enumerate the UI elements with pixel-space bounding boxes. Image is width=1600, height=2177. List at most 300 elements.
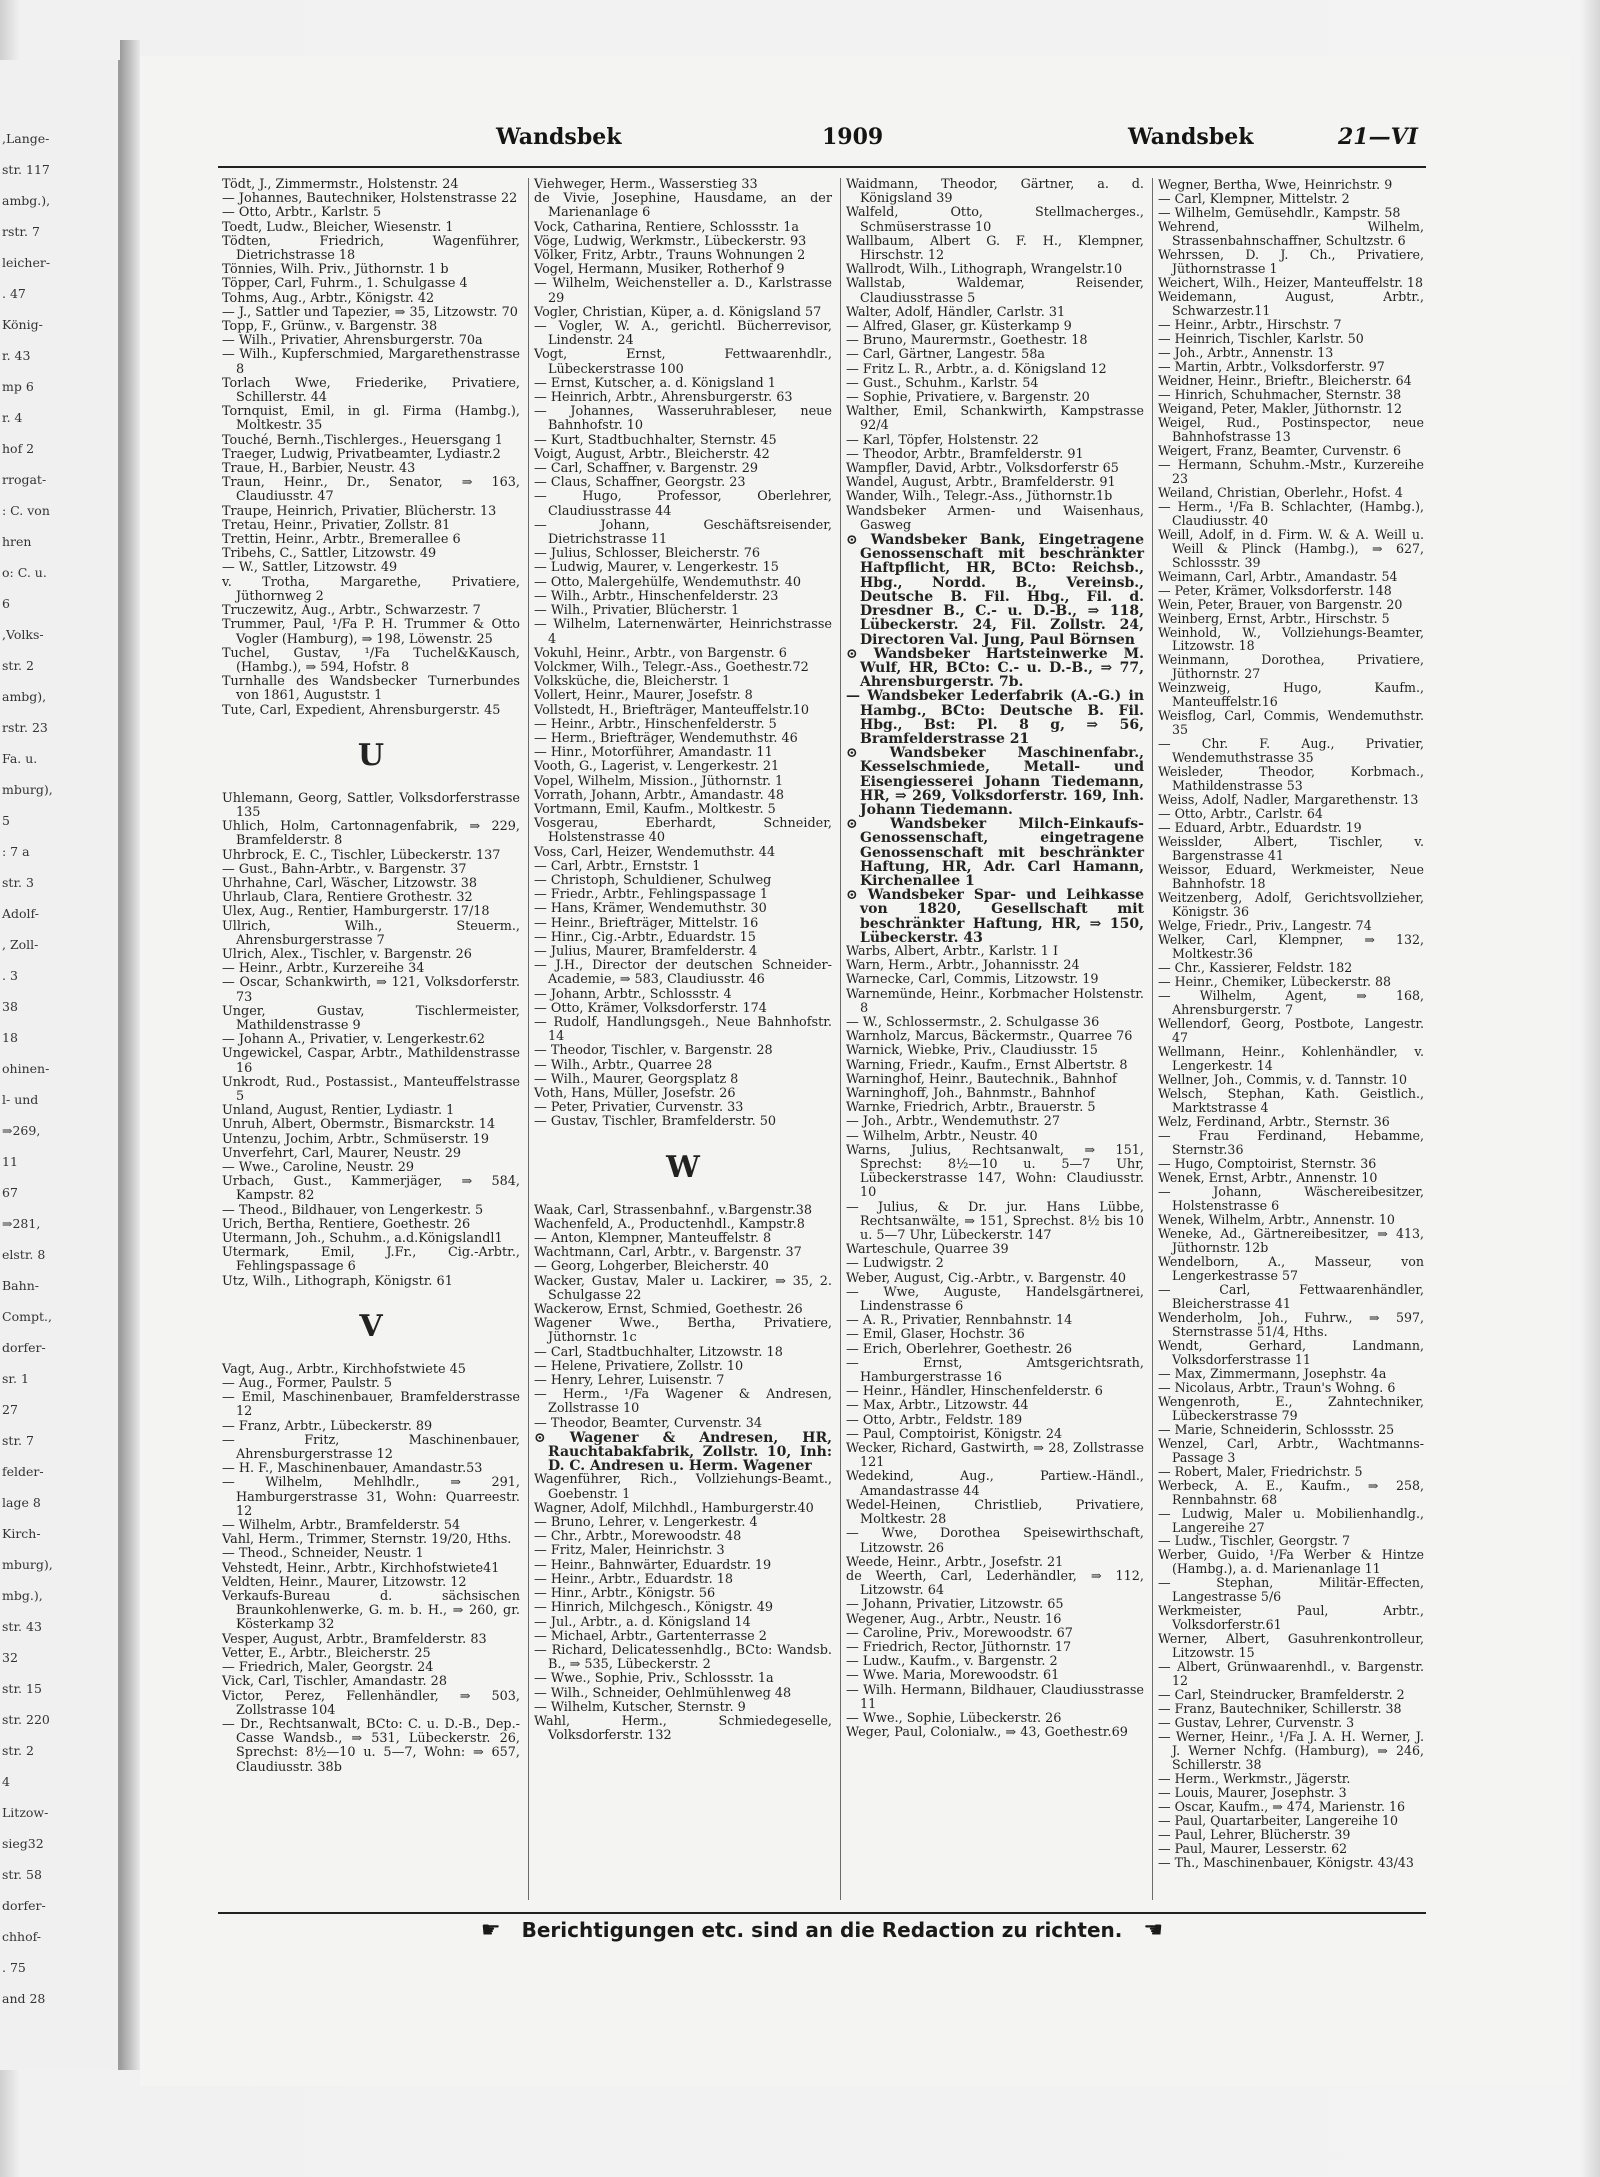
directory-entry: Turnhalle des Wandsbecker Turnerbundes von 1861, Auguststr. 1	[222, 674, 520, 704]
directory-entry: Wenek, Wilhelm, Arbtr., Annenstr. 10	[1158, 1211, 1395, 1227]
directory-entry: — Hinr., Cig.-Arbtr., Eduardstr. 15	[534, 929, 756, 945]
directory-entry: — Peter, Privatier, Curvenstr. 33	[534, 1100, 744, 1116]
directory-entry: — Wilh., Arbtr., Quarree 28	[534, 1057, 713, 1073]
directory-entry: Tödten, Friedrich, Wagenführer, Dietrichstrasse 18	[222, 233, 520, 264]
directory-entry: Warnemünde, Heinr., Korbmacher Holstenstr. 8	[846, 986, 1144, 1016]
directory-entry: — Oscar, Schankwirth, ⇒ 121, Volksdorferstr. 73	[222, 975, 520, 1005]
directory-entry: Ullrich, Wilh., Steuerm., Ahrensburgerstrasse 7	[222, 918, 520, 948]
directory-entry: — Peter, Krämer, Volksdorferstr. 148	[1158, 582, 1392, 598]
directory-entry: Volksküche, die, Bleicherstr. 1	[534, 674, 731, 690]
adjacent-page-fragment: Kirch-	[2, 1526, 41, 1541]
directory-entry: Wenderholm, Joh., Fuhrw., ⇒ 597, Sternstrasse 51/4, Hths.	[1158, 1309, 1424, 1339]
directory-entry: — Wwe, Auguste, Handelsgärtnerei, Lindenstrasse 6	[846, 1284, 1144, 1315]
directory-entry: — Emil, Glaser, Hochstr. 36	[846, 1327, 1025, 1343]
adjacent-page-fragment: dorfer-	[2, 1898, 46, 1913]
directory-entry: Weisslder, Albert, Tischler, v. Bargenstrasse 41	[1158, 834, 1424, 864]
adjacent-page-fragment: r. 4	[2, 410, 23, 425]
directory-entry: — Wilh., Arbtr., Hinschenfelderstr. 23	[534, 588, 779, 604]
directory-entry: Wahl, Herm., Schmiedegeselle, Volksdorferstr. 132	[534, 1713, 832, 1744]
column-divider-1	[528, 178, 529, 1900]
directory-entry: Uhrhahne, Carl, Wäscher, Litzowstr. 38	[222, 875, 478, 891]
adjacent-page-fragment: l- und	[2, 1092, 39, 1107]
directory-entry: Welz, Ferdinand, Arbtr., Sternstr. 36	[1158, 1113, 1390, 1129]
directory-entry: — Paul, Comptoirist, Königstr. 24	[846, 1426, 1063, 1442]
directory-entry: — Ludw., Tischler, Georgstr. 7	[1158, 1533, 1350, 1549]
directory-entry: Wagenführer, Rich., Vollziehungs-Beamt., Goebenstr. 1	[534, 1472, 832, 1502]
directory-entry: — Hinrich, Milchgesch., Königstr. 49	[534, 1600, 774, 1616]
directory-entry: Vollert, Heinr., Maurer, Josefstr. 8	[534, 688, 753, 704]
directory-entry: Wecker, Richard, Gastwirth, ⇒ 28, Zollstrasse 121	[846, 1441, 1144, 1471]
header-right-title: Wandsbek	[1128, 124, 1254, 150]
adjacent-page-fragment: . 75	[2, 1960, 26, 1975]
footer-rule	[218, 1912, 1426, 1914]
adjacent-page-fragment: rrogat-	[2, 472, 47, 487]
directory-entry: Urbach, Gust., Kammerjäger, ⇒ 584, Kampstr. 82	[222, 1174, 520, 1204]
directory-entry: — Karl, Töpfer, Holstenstr. 22	[846, 432, 1039, 448]
directory-entry: — Alfred, Glaser, gr. Küsterkamp 9	[846, 319, 1072, 335]
directory-entry: — Sophie, Privatiere, v. Bargenstr. 20	[846, 390, 1090, 406]
directory-entry: Traeger, Ludwig, Privatbeamter, Lydiastr.2	[222, 446, 501, 462]
directory-entry: Wendt, Gerhard, Landmann, Volksdorferstrasse 11	[1158, 1337, 1424, 1367]
directory-entry: Vosgerau, Eberhardt, Schneider, Holstenstrasse 40	[534, 816, 832, 846]
adjacent-page-fragment: leicher-	[2, 255, 51, 270]
directory-entry: — Hinr., Arbtr., Königstr. 56	[534, 1586, 716, 1602]
directory-entry: Weede, Heinr., Arbtr., Josefstr. 21	[846, 1554, 1064, 1570]
directory-entry: Weigand, Peter, Makler, Jüthornstr. 12	[1158, 400, 1403, 416]
directory-entry: Wegener, Aug., Arbtr., Neustr. 16	[846, 1611, 1062, 1627]
directory-entry: — Hermann, Schuhm.-Mstr., Kurzereihe 23	[1158, 456, 1424, 486]
directory-entry: — Carl, Schaffner, v. Bargenstr. 29	[534, 461, 759, 477]
section-letter: V	[359, 1308, 383, 1344]
directory-entry: — Dr., Rechtsanwalt, BCto: C. u. D.-B., Dep.-Casse Wandsb., ⇒ 531, Lübeckerstr. 26, Sprechst: 8½—10 u. 5—7, Wohn: ⇒ 657, Claudiusstr. 38b	[222, 1716, 520, 1775]
directory-entry: — Johann A., Privatier, v. Lengerkestr.62	[222, 1032, 486, 1048]
adjacent-page-fragment: str. 58	[2, 1867, 42, 1882]
directory-entry: Wellner, Joh., Commis, v. d. Tannstr. 10	[1158, 1072, 1408, 1087]
directory-entry: Wenzel, Carl, Arbtr., Wachtmanns-Passage 3	[1158, 1435, 1424, 1465]
directory-entry: Vogt, Ernst, Fettwaarenhdlr., Lübeckerstrasse 100	[534, 347, 832, 377]
directory-entry: Vick, Carl, Tischler, Amandastr. 28	[222, 1674, 447, 1690]
directory-entry: — Wilhelm, Mehlhdlr., ⇒ 291, Hamburgerstrasse 31, Wohn: Quarreestr. 12	[222, 1475, 520, 1519]
section-letter: W	[666, 1149, 700, 1185]
directory-entry: — Marie, Schneiderin, Schlossstr. 25	[1158, 1421, 1395, 1437]
directory-entry: — Otto, Arbtr., Feldstr. 189	[846, 1412, 1023, 1428]
directory-entry: Wander, Wilh., Telegr.-Ass., Jüthornstr.1b	[846, 489, 1113, 505]
directory-entry: — Bruno, Lehrer, v. Lengerkestr. 4	[534, 1515, 758, 1531]
directory-entry: — Herm., ¹/Fa B. Schlachter, (Hambg.), Claudiusstr. 40	[1158, 498, 1424, 528]
directory-entry: — Vogler, W. A., gerichtl. Bücherrevisor, Lindenstr. 24	[534, 319, 832, 349]
column-1	[222, 178, 520, 1775]
adjacent-page-fragment: sr. 1	[2, 1371, 29, 1386]
directory-entry: de Vivie, Josephine, Hausdame, an der Marienanlage 6	[534, 191, 832, 221]
directory-entry: — Heinr., Arbtr., Eduardstr. 18	[534, 1571, 734, 1587]
directory-entry: — Johann, Privatier, Litzowstr. 65	[846, 1597, 1064, 1613]
directory-entry: Vokuhl, Heinr., Arbtr., von Bargenstr. 6	[534, 645, 787, 661]
directory-entry: Touché, Bernh.,Tischlerges., Heuersgang 1	[222, 432, 503, 448]
directory-entry: — Johann, Arbtr., Schlossstr. 4	[534, 986, 732, 1002]
directory-entry: Torlach Wwe, Friederike, Privatiere, Schillerstr. 44	[222, 375, 520, 406]
directory-entry: Tute, Carl, Expedient, Ahrensburgerstr. 45	[222, 702, 501, 718]
directory-entry: — Nicolaus, Arbtr., Traun's Wohng. 6	[1158, 1379, 1396, 1395]
directory-entry: — Herm., Werkmstr., Jägerstr.	[1158, 1771, 1351, 1787]
directory-entry: Weinberg, Ernst, Arbtr., Hirschstr. 5	[1158, 610, 1390, 626]
directory-entry: Unruh, Albert, Obermstr., Bismarckstr. 14	[222, 1117, 496, 1133]
directory-entry: — Johann, Wäschereibesitzer, Holstenstrasse 6	[1158, 1183, 1424, 1213]
directory-entry: — Wilhelm, Kutscher, Sternstr. 9	[534, 1699, 746, 1715]
directory-entry: — Theodor, Tischler, v. Bargenstr. 28	[534, 1043, 773, 1059]
directory-entry: Voth, Hans, Müller, Josefstr. 26	[534, 1086, 736, 1101]
directory-entry: Wacker, Gustav, Maler u. Lackirer, ⇒ 35, 2. Schulgasse 22	[534, 1273, 832, 1303]
directory-entry: Unger, Gustav, Tischlermeister, Mathildenstrasse 9	[222, 1003, 520, 1033]
directory-entry: — Otto, Arbtr., Carlstr. 64	[1158, 806, 1323, 822]
adjacent-page-fragment: str. 3	[2, 875, 34, 890]
directory-entry: Viehweger, Herm., Wasserstieg 33	[534, 177, 758, 192]
directory-entry: — Jul., Arbtr., a. d. Königsland 14	[534, 1614, 751, 1630]
directory-entry: Wegner, Bertha, Wwe, Heinrichstr. 9	[1158, 177, 1393, 192]
adjacent-page-fragment: , Zoll-	[2, 937, 39, 952]
directory-entry: Warning, Friedr., Kaufm., Ernst Albertstr. 8	[846, 1057, 1128, 1073]
directory-entry: Vetter, E., Arbtr., Bleicherstr. 25	[222, 1645, 431, 1661]
directory-entry: — Max, Arbtr., Litzowstr. 44	[846, 1398, 1029, 1414]
directory-entry: Warninghoff, Joh., Bahnmstr., Bahnhof	[846, 1086, 1096, 1101]
directory-entry: — Wilh., Maurer, Georgsplatz 8	[534, 1071, 739, 1087]
directory-entry: — Kurt, Stadtbuchhalter, Sternstr. 45	[534, 432, 777, 448]
adjacent-page-fragment: hof 2	[2, 441, 35, 456]
directory-entry: — Ernst, Kutscher, a. d. Königsland 1	[534, 375, 776, 391]
directory-entry: Vesper, August, Arbtr., Bramfelderstr. 83	[222, 1631, 487, 1647]
directory-entry: — Wilh. Hermann, Bildhauer, Claudiusstrasse 11	[846, 1682, 1144, 1712]
adjacent-page-fragment: mburg),	[2, 1557, 53, 1572]
firm-entry: ⊙ Wandsbeker Maschinenfabr., Kesselschmiede, Metall- und Eisengiesserei Johann Tiedemann, HR, ⇒ 269, Volksdorferstr. 169, Inh. Johann Tiedemann.	[846, 745, 1144, 818]
directory-entry: — Heinr., Arbtr., Hinschenfelderstr. 5	[534, 716, 777, 732]
directory-entry: — Julius, & Dr. jur. Hans Lübbe, Rechtsanwälte, ⇒ 151, Sprechst. 8½ bis 10 u. 5—7 Uhr, Lübeckerstr. 147	[846, 1199, 1144, 1244]
directory-entry: Werkmeister, Paul, Arbtr., Volksdorferstr.61	[1158, 1603, 1424, 1633]
directory-entry: — Oscar, Kaufm., ⇒ 474, Marienstr. 16	[1158, 1799, 1406, 1815]
directory-entry: — Wwe. Maria, Morewoodstr. 61	[846, 1668, 1060, 1684]
adjacent-page-fragment: . 3	[2, 968, 18, 983]
directory-entry: Weimann, Carl, Arbtr., Amandastr. 54	[1158, 568, 1398, 584]
directory-entry: — Franz, Arbtr., Lübeckerstr. 89	[222, 1418, 433, 1434]
directory-entry: Trummer, Paul, ¹/Fa P. H. Trummer & Otto Vogler (Hamburg), ⇒ 198, Löwenstr. 25	[222, 617, 520, 647]
adjacent-page-fragment: Adolf-	[2, 906, 39, 921]
directory-entry: Warnke, Friedrich, Arbtr., Brauerstr. 5	[846, 1100, 1096, 1116]
directory-entry: Wallrodt, Wilh., Lithograph, Wrangelstr.10	[846, 262, 1123, 278]
directory-entry: — Gust., Bahn-Arbtr., v. Bargenstr. 37	[222, 861, 467, 877]
directory-entry: — Wilhelm, Agent, ⇒ 168, Ahrensburgerstr. 7	[1158, 988, 1424, 1018]
directory-entry: — Wilhelm, Arbtr., Bramfelderstr. 54	[222, 1518, 461, 1534]
adjacent-page-fragment: dorfer-	[2, 1340, 46, 1355]
directory-entry: — Otto, Arbtr., Karlstr. 5	[222, 205, 382, 221]
adjacent-page-fragment: ,Volks-	[2, 627, 44, 642]
directory-entry: — Frau Ferdinand, Hebamme, Sternstr.36	[1158, 1127, 1424, 1157]
directory-entry: Traupe, Heinrich, Privatier, Blücherstr. 13	[222, 503, 497, 519]
adjacent-page-fragment: elstr. 8	[2, 1247, 46, 1262]
directory-entry: Wehrend, Wilhelm, Strassenbahnschaffner, Schultzstr. 6	[1158, 218, 1424, 248]
directory-entry: — Fritz, Maler, Heinrichstr. 3	[534, 1543, 725, 1559]
directory-entry: — Johannes, Wasseruhrableser, neue Bahnhofstr. 10	[534, 404, 832, 434]
adjacent-page-fragment: 18	[2, 1030, 18, 1045]
adjacent-page-fragment: mburg),	[2, 782, 53, 797]
directory-entry: — Helene, Privatiere, Zollstr. 10	[534, 1358, 744, 1374]
directory-entry: — Stephan, Militär-Effecten, Langestrasse 5/6	[1158, 1575, 1424, 1605]
directory-entry: — Wilh., Privatier, Ahrensburgerstr. 70a	[222, 333, 483, 349]
directory-entry: Warbs, Albert, Arbtr., Karlstr. 1 I	[846, 943, 1059, 959]
directory-entry: Waak, Carl, Strassenbahnf., v.Bargenstr.38	[534, 1202, 813, 1218]
directory-entry: Weber, August, Cig.-Arbtr., v. Bargenstr. 40	[846, 1270, 1126, 1286]
directory-entry: Traue, H., Barbier, Neustr. 43	[222, 461, 416, 477]
directory-entry: Tohms, Aug., Arbtr., Königstr. 42	[222, 290, 435, 306]
adjacent-page-fragment: mbg.),	[2, 1588, 43, 1603]
directory-entry: — Martin, Arbtr., Volksdorferstr. 97	[1158, 358, 1385, 374]
directory-entry: Vöge, Ludwig, Werkmstr., Lübeckerstr. 93	[534, 233, 807, 249]
directory-entry: — Theod., Schneider, Neustr. 1	[222, 1546, 424, 1562]
directory-entry: — Rudolf, Handlungsgeh., Neue Bahnhofstr. 14	[534, 1014, 832, 1045]
directory-entry: Unkrodt, Rud., Postassist., Manteuffelstrasse 5	[222, 1074, 520, 1104]
directory-entry: — Louis, Maurer, Josephstr. 3	[1158, 1785, 1347, 1801]
directory-entry: — Joh., Arbtr., Annenstr. 13	[1158, 344, 1334, 360]
directory-entry: — Theodor, Arbtr., Bramfelderstr. 91	[846, 446, 1084, 462]
directory-entry: — Ernst, Amtsgerichtsrath, Hamburgerstrasse 16	[846, 1355, 1144, 1386]
directory-entry: Warnick, Wiebke, Priv., Claudiusstr. 15	[846, 1043, 1098, 1059]
adjacent-page-fragment: chhof-	[2, 1929, 42, 1944]
adjacent-page-fragment: 38	[2, 999, 18, 1014]
directory-entry: Wagener Wwe., Bertha, Privatiere, Jüthornstr. 1c	[534, 1316, 832, 1346]
directory-entry: v. Trotha, Margarethe, Privatiere, Jüthornweg 2	[222, 574, 520, 604]
directory-entry: Vehstedt, Heinr., Arbtr., Kirchhofstwiete41	[222, 1560, 500, 1576]
directory-entry: Wampfler, David, Arbtr., Volksdorferstr 65	[846, 461, 1119, 477]
directory-entry: — Johannes, Bautechniker, Holstenstrasse 22	[222, 191, 518, 207]
directory-entry: de Weerth, Carl, Lederhändler, ⇒ 112, Litzowstr. 64	[846, 1568, 1144, 1599]
directory-entry: — J.H., Director der deutschen Schneider-Academie, ⇒ 583, Claudiusstr. 46	[534, 958, 832, 988]
directory-entry: — Wilhelm, Laternenwärter, Heinrichstrasse 4	[534, 617, 832, 647]
directory-entry: — Wwe., Caroline, Neustr. 29	[222, 1160, 414, 1175]
directory-entry: Vogler, Christian, Küper, a. d. Königsland 57	[534, 304, 822, 320]
directory-entry: Warteschule, Quarree 39	[846, 1242, 1009, 1258]
directory-entry: — Theod., Bildhauer, von Lengerkestr. 5	[222, 1202, 484, 1218]
directory-entry: Ungewickel, Caspar, Arbtr., Mathildenstrasse 16	[222, 1046, 520, 1076]
directory-entry: — Friedr., Arbtr., Fehlingspassage 1	[534, 887, 768, 903]
directory-entry: Uhlich, Holm, Cartonnagenfabrik, ⇒ 229, Bramfelderstr. 8	[222, 819, 520, 849]
footer-text: Berichtigungen etc. sind an die Redaction zu richten.	[521, 1918, 1123, 1942]
directory-entry: — Julius, Maurer, Bramfelderstr. 4	[534, 943, 758, 959]
directory-entry: — Max, Zimmermann, Josephstr. 4a	[1158, 1365, 1387, 1381]
directory-entry: Vagt, Aug., Arbtr., Kirchhofstwiete 45	[222, 1361, 466, 1377]
directory-entry: — Gustav, Tischler, Bramfelderstr. 50	[534, 1114, 777, 1130]
directory-entry: — W., Sattler, Litzowstr. 49	[222, 560, 398, 576]
directory-entry: Vahl, Herm., Trimmer, Sternstr. 19/20, Hths.	[222, 1532, 512, 1548]
directory-entry: — Friedrich, Rector, Jüthornstr. 17	[846, 1639, 1072, 1655]
directory-entry: Wein, Peter, Brauer, von Bargenstr. 20	[1158, 596, 1403, 612]
directory-entry: — Wilhelm, Gemüsehdlr., Kampstr. 58	[1158, 204, 1401, 220]
directory-entry: — Gust., Schuhm., Karlstr. 54	[846, 375, 1039, 391]
directory-entry: Uhlemann, Georg, Sattler, Volksdorferstrasse 135	[222, 790, 520, 820]
firm-entry: ⊙ Wandsbeker Bank, Eingetragene Genossenschaft mit beschränkter Haftpflicht, HR, BCto: Reichsb., Hbg., Nordd. B., Vereinsb., Deutsche B. Fil. Hbg., Fil. d. Dresdner B., C.- u. D.-B., ⇒ 118, Lübeckerstr. 24, Fil. Zollstr. 24, Directoren Val. Jung, Paul Börnsen	[846, 532, 1144, 648]
directory-entry: — Carl, Fettwaarenhändler, Bleicherstrasse 41	[1158, 1281, 1424, 1311]
directory-entry: Trettin, Heinr., Arbtr., Bremerallee 6	[222, 532, 461, 548]
adjacent-page-fragment: sieg32	[2, 1836, 44, 1851]
directory-entry: — Wilhelm, Arbtr., Neustr. 40	[846, 1128, 1038, 1144]
firm-entry: ⊙ Wandsbeker Hartsteinwerke M. Wulf, HR, BCto: C.- u. D.-B., ⇒ 77, Ahrensburgerstr. 7b.	[846, 645, 1144, 691]
adjacent-page-fragment: ⇒269,	[2, 1123, 41, 1138]
directory-entry: Vock, Catharina, Rentiere, Schlossstr. 1a	[534, 219, 799, 235]
adjacent-page-fragment: hren	[2, 534, 32, 549]
directory-entry: Vorrath, Johann, Arbtr., Amandastr. 48	[534, 787, 784, 803]
adjacent-page-fragment: o: C. u.	[2, 565, 47, 580]
directory-entry: — Otto, Malergehülfe, Wendemuthstr. 40	[534, 574, 802, 590]
directory-entry: Veldten, Heinr., Maurer, Litzowstr. 12	[222, 1574, 467, 1590]
footer-notice	[218, 1918, 1426, 1943]
directory-entry: — Johann, Geschäftsreisender, Dietrichstrasse 11	[534, 517, 832, 548]
adjacent-page-fragment: 32	[2, 1650, 18, 1665]
directory-entry: — Werner, Heinr., ¹/Fa J. A. H. Werner, J. J. Werner Nchfg. (Hamburg), ⇒ 246, Schillerstr. 38	[1158, 1729, 1424, 1773]
directory-entry: Warns, Julius, Rechtsanwalt, ⇒ 151, Sprechst: 8½—10 u. 5—7 Uhr, Lübeckerstrasse 147, Wohn: Claudiusstr. 10	[846, 1142, 1144, 1201]
directory-entry: Vooth, G., Lagerist, v. Lengerkestr. 21	[534, 759, 780, 775]
directory-entry: Weigel, Rud., Postinspector, neue Bahnhofstrasse 13	[1158, 414, 1424, 444]
directory-entry: — Fritz L. R., Arbtr., a. d. Königsland 12	[846, 361, 1107, 377]
directory-entry: — Chr., Arbtr., Morewoodstr. 48	[534, 1529, 742, 1545]
directory-entry: — Wwe., Sophie, Priv., Schlossstr. 1a	[534, 1671, 774, 1687]
directory-entry: Wenek, Ernst, Arbtr., Annenstr. 10	[1158, 1169, 1378, 1185]
directory-entry: — Claus, Schaffner, Georgstr. 23	[534, 475, 746, 491]
adjacent-page-fragment: ambg.),	[2, 193, 51, 208]
directory-entry: — Paul, Lehrer, Blücherstr. 39	[1158, 1827, 1351, 1843]
directory-entry: Unland, August, Rentier, Lydiastr. 1	[222, 1103, 455, 1119]
directory-entry: Töpper, Carl, Fuhrm., 1. Schulgasse 4	[222, 276, 468, 292]
directory-entry: Tödt, J., Zimmermstr., Holstenstr. 24	[222, 177, 459, 192]
header-year: 1909	[822, 124, 884, 150]
directory-entry: — Paul, Maurer, Lesserstr. 62	[1158, 1841, 1348, 1857]
adjacent-page-fragment: : 7 a	[2, 844, 30, 859]
adjacent-page-fragment: Compt.,	[2, 1309, 52, 1324]
column-divider-3	[1152, 178, 1153, 1900]
firm-entry: ⊙ Wandsbeker Spar- und Leihkasse von 1820, Gesellschaft mit beschränkter Haftung, HR, ⇒ 150, Lübeckerstr. 43	[846, 887, 1144, 946]
directory-entry: — Wilh., Schneider, Oehlmühlenweg 48	[534, 1685, 792, 1701]
directory-entry: Walther, Emil, Schankwirth, Kampstrasse 92/4	[846, 404, 1144, 434]
directory-entry: Tribehs, C., Sattler, Litzowstr. 49	[222, 546, 437, 562]
directory-entry: Vogel, Hermann, Musiker, Rotherhof 9	[534, 262, 785, 278]
header-rule	[218, 166, 1426, 168]
directory-entry: — Ludwigstr. 2	[846, 1256, 944, 1272]
directory-entry: Weissor, Eduard, Werkmeister, Neue Bahnhofstr. 18	[1158, 862, 1424, 892]
adjacent-page-fragment: rstr. 7	[2, 224, 40, 239]
directory-entry: Waidmann, Theodor, Gärtner, a. d. Königsland 39	[846, 177, 1144, 207]
directory-entry: — Georg, Lohgerber, Bleicherstr. 40	[534, 1259, 769, 1275]
pointing-hand-right-icon: ☚	[1143, 1918, 1164, 1943]
firm-entry: ⊙ Wandsbeker Milch-Einkaufs-Genossenschaft, eingetragene Genossenschaft mit beschränkter Haftung, HR, Adr. Carl Hamann, Kirchenallee 1	[846, 816, 1144, 889]
directory-entry: — Heinr., Bahnwärter, Eduardstr. 19	[534, 1557, 772, 1573]
directory-entry: Weger, Paul, Colonialw., ⇒ 43, Goethestr.69	[846, 1725, 1128, 1741]
directory-entry: Weisleder, Theodor, Korbmach., Mathildenstrasse 53	[1158, 764, 1424, 794]
directory-entry: Unverfehrt, Carl, Maurer, Neustr. 29	[222, 1145, 462, 1161]
adjacent-page-fragment: Litzow-	[2, 1805, 49, 1820]
directory-entry: Wedel-Heinen, Christlieb, Privatiere, Moltkestr. 28	[846, 1497, 1144, 1528]
adjacent-page-fragment: str. 2	[2, 1743, 34, 1758]
adjacent-page-fragment: Bahn-	[2, 1278, 39, 1293]
adjacent-page-fragment: r. 43	[2, 348, 31, 363]
directory-entry: — Ludwig, Maurer, v. Lengerkestr. 15	[534, 560, 779, 576]
section-letter: U	[357, 737, 385, 773]
directory-entry: — Erich, Oberlehrer, Goethestr. 26	[846, 1341, 1073, 1357]
book-gutter	[120, 40, 140, 2070]
directory-entry: Welker, Carl, Klempner, ⇒ 132, Moltkestr.36	[1158, 932, 1424, 962]
directory-entry: — Wilh., Privatier, Blücherstr. 1	[534, 603, 740, 619]
directory-entry: — Emil, Maschinenbauer, Bramfelderstrasse 12	[222, 1390, 520, 1420]
directory-entry: — J., Sattler und Tapezier, ⇒ 35, Litzowstr. 70	[222, 304, 518, 320]
directory-entry: — Carl, Gärtner, Langestr. 58a	[846, 347, 1046, 363]
directory-entry: — Friedrich, Maler, Georgstr. 24	[222, 1660, 434, 1676]
directory-entry: — Carl, Steindrucker, Bramfelderstr. 2	[1158, 1687, 1405, 1703]
directory-entry: — Franz, Bautechniker, Schillerstr. 38	[1158, 1701, 1402, 1717]
directory-entry: Untenzu, Jochim, Arbtr., Schmüserstr. 19	[222, 1131, 489, 1147]
directory-entry: — Th., Maschinenbauer, Königstr. 43/43	[1158, 1855, 1414, 1871]
adjacent-page-fragment: König-	[2, 317, 43, 332]
header-page-number: 21—VI	[1338, 124, 1418, 150]
directory-entry: Weinmann, Dorothea, Privatiere, Jüthornstr. 27	[1158, 652, 1424, 682]
directory-entry: — Gustav, Lehrer, Curvenstr. 3	[1158, 1715, 1355, 1731]
directory-entry: — Heinrich, Arbtr., Ahrensburgerstr. 63	[534, 390, 793, 406]
directory-entry: — Heinrich, Tischler, Karlstr. 50	[1158, 330, 1364, 346]
adjacent-page-fragment: str. 117	[2, 162, 50, 177]
header-left-title: Wandsbek	[496, 124, 622, 150]
firm-entry: ⊙ Wagener & Andresen, HR, Rauchtabakfabrik, Zollstr. 10, Inh: D. C. Andresen u. Herm. Wagener	[534, 1429, 832, 1475]
directory-entry: Wellmann, Heinr., Kohlenhändler, v. Lengerkestr. 14	[1158, 1044, 1424, 1074]
adjacent-page-fragment: str. 43	[2, 1619, 42, 1634]
directory-entry: — Hugo, Professor, Oberlehrer, Claudiusstrasse 44	[534, 489, 832, 519]
directory-entry: Wackerow, Ernst, Schmied, Goethestr. 26	[534, 1302, 803, 1318]
directory-entry: Weitzenberg, Adolf, Gerichtsvollzieher, Königstr. 36	[1158, 890, 1424, 920]
adjacent-page-strip	[0, 60, 120, 2070]
directory-entry: — Joh., Arbtr., Wendemuthstr. 27	[846, 1114, 1061, 1130]
adjacent-page-fragment: 27	[2, 1402, 18, 1417]
directory-entry: — Wwe., Sophie, Lübeckerstr. 26	[846, 1710, 1062, 1726]
directory-entry: Tuchel, Gustav, ¹/Fa Tuchel&Kausch, (Hambg.), ⇒ 594, Hofstr. 8	[222, 645, 520, 675]
directory-entry: — Michael, Arbtr., Gartenterrasse 2	[534, 1628, 767, 1644]
directory-entry: — Wilh., Kupferschmied, Margarethenstrasse 8	[222, 347, 520, 377]
directory-entry: Voss, Carl, Heizer, Wendemuthstr. 44	[534, 844, 776, 860]
directory-entry: Wachenfeld, A., Productenhdl., Kampstr.8	[534, 1216, 805, 1232]
directory-entry: — Hinr., Motorführer, Amandastr. 11	[534, 745, 773, 761]
adjacent-page-fragment: and 28	[2, 1991, 46, 2006]
directory-entry: Weneke, Ad., Gärtnereibesitzer, ⇒ 413, Jüthornstr. 12b	[1158, 1225, 1424, 1255]
directory-entry: Vortmann, Emil, Kaufm., Moltkestr. 5	[534, 801, 776, 817]
directory-entry: — H. F., Maschinenbauer, Amandastr.53	[222, 1461, 483, 1477]
column-divider-2	[840, 178, 841, 1900]
directory-entry: Wallbaum, Albert G. F. H., Klempner, Hirschstr. 12	[846, 233, 1144, 264]
directory-entry: — Bruno, Maurermstr., Goethestr. 18	[846, 333, 1088, 349]
directory-entry: Weichert, Wilh., Heizer, Manteuffelstr. 18	[1158, 274, 1423, 290]
directory-entry: Ulex, Aug., Rentier, Hamburgerstr. 17/18	[222, 904, 490, 920]
directory-entry: — Paul, Quartarbeiter, Langereihe 10	[1158, 1813, 1398, 1829]
directory-entry: Wandsbeker Armen- und Waisenhaus, Gasweg	[846, 503, 1144, 533]
directory-entry: Utz, Wilh., Lithograph, Königstr. 61	[222, 1273, 453, 1289]
directory-entry: — Otto, Krämer, Volksdorferstr. 174	[534, 1000, 767, 1016]
directory-entry: Weidner, Heinr., Brieftr., Bleicherstr. 64	[1158, 372, 1412, 388]
directory-entry: Voigt, August, Arbtr., Bleicherstr. 42	[534, 446, 770, 462]
directory-entry: Topp, F., Grünw., v. Bargenstr. 38	[222, 319, 438, 335]
directory-entry: — W., Schlossermstr., 2. Schulgasse 36	[846, 1014, 1100, 1030]
directory-entry: — Theodor, Beamter, Curvenstr. 34	[534, 1415, 762, 1431]
directory-entry: — Carl, Klempner, Mittelstr. 2	[1158, 190, 1350, 206]
directory-entry: Warnecke, Carl, Commis, Litzowstr. 19	[846, 972, 1099, 988]
directory-entry: Werbeck, A. E., Kaufm., ⇒ 258, Rennbahnstr. 68	[1158, 1477, 1424, 1507]
directory-entry: Weill, Adolf, in d. Firm. W. & A. Weill u. Weill & Plinck (Hambg.), ⇒ 627, Schlossstr. 39	[1158, 526, 1424, 570]
directory-entry: — Heinr., Arbtr., Kurzereihe 34	[222, 961, 425, 977]
directory-entry: — Robert, Maler, Friedrichstr. 5	[1158, 1463, 1363, 1479]
directory-entry: — Anton, Klempner, Manteuffelstr. 8	[534, 1231, 772, 1247]
directory-entry: Vollstedt, H., Briefträger, Manteuffelstr.10	[534, 702, 809, 718]
directory-entry: Weigert, Franz, Beamter, Curvenstr. 6	[1158, 442, 1401, 458]
directory-entry: — Heinr., Briefträger, Mittelstr. 16	[534, 915, 759, 931]
directory-entry: — Julius, Schlosser, Bleicherstr. 76	[534, 546, 760, 562]
